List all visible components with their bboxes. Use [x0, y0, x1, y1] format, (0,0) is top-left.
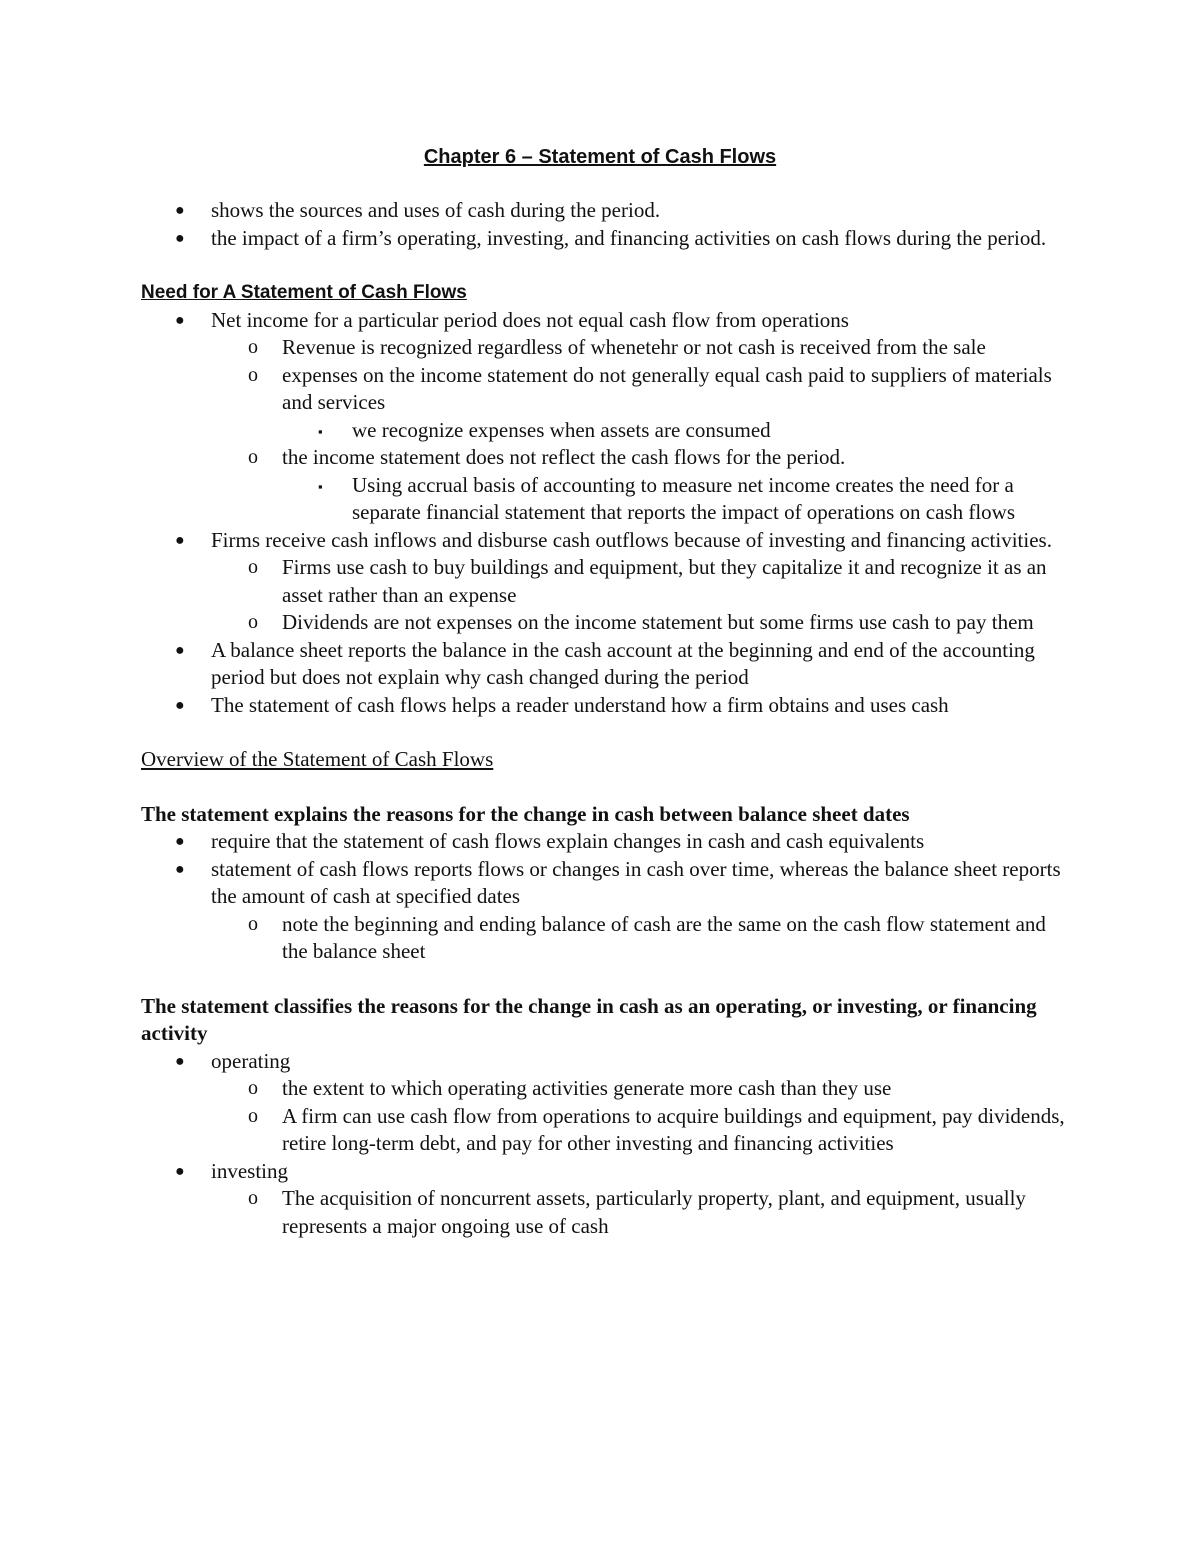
bullet-icon: ●: [175, 1162, 185, 1180]
bullet-icon: ●: [175, 1052, 185, 1070]
circle-bullet-icon: o: [248, 363, 258, 386]
need-list: [141, 307, 1071, 720]
list-item: ● shows the sources and uses of cash during the period.: [141, 197, 1071, 225]
list-item: ● Net income for a particular period does not equal cash flow from operations: [141, 307, 1071, 335]
circle-bullet-icon: o: [248, 556, 258, 578]
list-item: o The acquisition of noncurrent assets, particularly property, plant, and equipment, usually represents a major ongoing use of cash: [248, 1186, 1026, 1238]
circle-bullet-icon: o: [248, 611, 258, 633]
list-item: ● statement of cash flows reports flows or changes in cash over time, whereas the balance sheet reports the amount of cash at specified dates: [175, 856, 1061, 908]
intro-list: [141, 197, 1071, 252]
list-item: o the income statement does not reflect the cash flows for the period.: [141, 444, 1071, 472]
section-heading-explains: The statement explains the reasons for the change in cash between balance sheet dates: [141, 801, 910, 826]
circle-bullet-icon: o: [248, 336, 258, 358]
bullet-icon: ●: [175, 641, 185, 659]
circle-bullet-icon: o: [248, 1077, 258, 1099]
list-item: ● A balance sheet reports the balance in the cash account at the beginning and end of the accounting period but does not explain why cash changed during the period: [175, 637, 1035, 689]
circle-bullet-icon: o: [248, 1104, 258, 1127]
section-heading-overview: Overview of the Statement of Cash Flows: [141, 747, 494, 771]
list-item: o expenses on the income statement do not generally equal cash paid to suppliers of materials and services: [248, 362, 1052, 414]
bullet-icon: ●: [175, 202, 185, 219]
page-title: Chapter 6 – Statement of Cash Flows: [423, 146, 777, 168]
list-item: ● the impact of a firm’s operating, investing, and financing activities on cash flows during the period.: [141, 225, 1071, 253]
list-item: o Dividends are not expenses on the income statement but some firms use cash to pay them: [141, 609, 1071, 637]
list-item: o note the beginning and ending balance of cash are the same on the cash flow statement and the balance sheet: [248, 911, 1046, 963]
bullet-icon: ●: [175, 311, 185, 329]
list-item: o A firm can use cash flow from operations to acquire buildings and equipment, pay dividends, retire long-term debt, and pay for other investing and financing activities: [248, 1103, 1065, 1155]
circle-bullet-icon: o: [248, 1187, 258, 1209]
list-item: ● Firms receive cash inflows and disburse cash outflows because of investing and financing activities.: [141, 527, 1071, 555]
explains-list: [141, 828, 1071, 966]
section-heading-need: Need for A Statement of Cash Flows: [141, 282, 467, 303]
list-item: ● require that the statement of cash flows explain changes in cash and cash equivalents: [141, 828, 1071, 856]
list-item: ● The statement of cash flows helps a reader understand how a firm obtains and uses cash: [141, 692, 1071, 720]
document-body: [141, 197, 1071, 1240]
circle-bullet-icon: o: [248, 446, 258, 468]
list-item: o the extent to which operating activities generate more cash than they use: [141, 1075, 1071, 1103]
list-item: o Firms use cash to buy buildings and equipment, but they capitalize it and recognize it as an asset rather than an expense: [248, 555, 1047, 607]
list-item: ● investing: [141, 1158, 1071, 1186]
classifies-list: [141, 1048, 1071, 1241]
bullet-icon: ●: [175, 531, 185, 549]
square-bullet-icon: ▪: [318, 423, 323, 439]
list-item: o Revenue is recognized regardless of whenetehr or not cash is received from the sale: [141, 334, 1071, 362]
section-heading-classifies: The statement classifies the reasons for the change in cash as an operating, or investing, or financing activity: [141, 993, 1037, 1045]
bullet-icon: ●: [175, 860, 185, 878]
square-bullet-icon: ▪: [318, 478, 323, 494]
bullet-icon: ●: [175, 833, 185, 850]
circle-bullet-icon: o: [248, 912, 258, 935]
bullet-icon: ●: [175, 229, 185, 247]
list-item: ▪ we recognize expenses when assets are consumed: [141, 417, 1071, 445]
list-item: ● operating: [141, 1048, 1071, 1076]
list-item: ▪ Using accrual basis of accounting to measure net income creates the need for a separate financial statement that reports the impact of operations on cash flows: [318, 472, 1016, 524]
bullet-icon: ●: [175, 696, 185, 714]
